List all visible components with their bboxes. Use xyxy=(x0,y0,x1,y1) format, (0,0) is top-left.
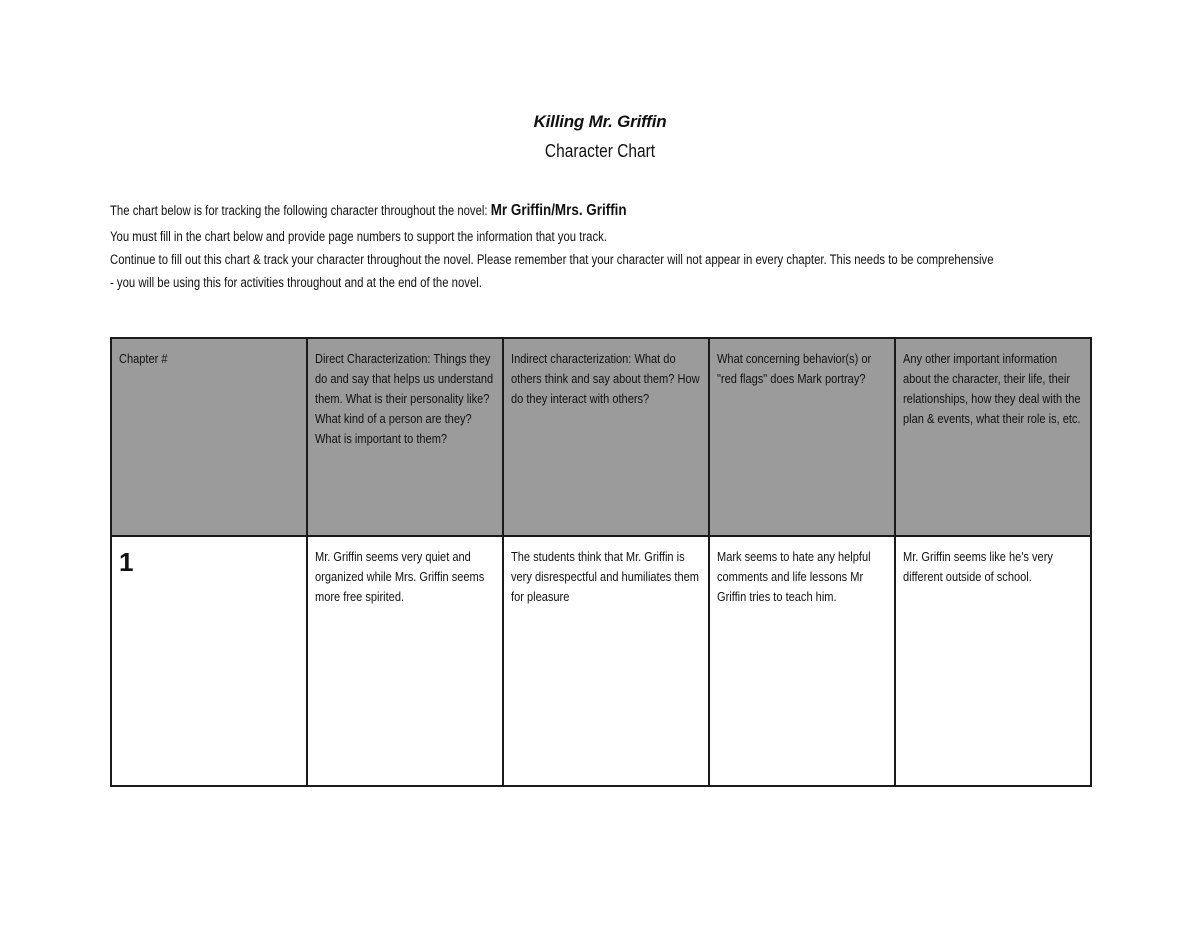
character-chart-table xyxy=(110,337,1092,787)
intro-line-1 xyxy=(110,199,1034,222)
intro-line-2: You must fill in the chart below and provide page numbers to support the information that you track. xyxy=(110,229,607,244)
header-indirect-characterization: Indirect characterization: What do others think and say about them? How do they interact with others? xyxy=(503,338,709,536)
document-subtitle: Character Chart xyxy=(544,141,656,161)
intro-line-1-text: The chart below is for tracking the following character throughout the novel: xyxy=(110,203,491,218)
character-name: Mr Griffin/Mrs. Griffin xyxy=(490,202,627,219)
intro-line-4: - you will be using this for activities throughout and at the end of the novel. xyxy=(110,275,482,290)
cell-chapter[interactable]: 1 xyxy=(111,536,307,786)
cell-other-information[interactable]: Mr. Griffin seems like he's very different outside of school. xyxy=(895,536,1091,786)
table-row xyxy=(111,536,1091,786)
intro-line-3: Continue to fill out this chart & track your character throughout the novel. Please remember that your character will not appear in every chapter. This needs to be comprehensive xyxy=(110,252,994,267)
table-header-row xyxy=(111,338,1091,536)
header-chapter: Chapter # xyxy=(111,338,307,536)
cell-concerning-behaviors[interactable]: Mark seems to hate any helpful comments and life lessons Mr Griffin tries to teach him. xyxy=(709,536,895,786)
header-concerning-behaviors: What concerning behavior(s) or "red flags" does Mark portray? xyxy=(709,338,895,536)
cell-indirect-characterization[interactable]: The students think that Mr. Griffin is very disrespectful and humiliates them for pleasure xyxy=(503,536,709,786)
header-direct-characterization: Direct Characterization: Things they do and say that helps us understand them. What is their personality like? What kind of a person are they? What is important to them? xyxy=(307,338,503,536)
header-other-information: Any other important information about the character, their life, their relationships, how they deal with the plan & events, what their role is, etc. xyxy=(895,338,1091,536)
document-title: Killing Mr. Griffin xyxy=(533,112,667,131)
cell-direct-characterization[interactable]: Mr. Griffin seems very quiet and organized while Mrs. Griffin seems more free spirited. xyxy=(307,536,503,786)
